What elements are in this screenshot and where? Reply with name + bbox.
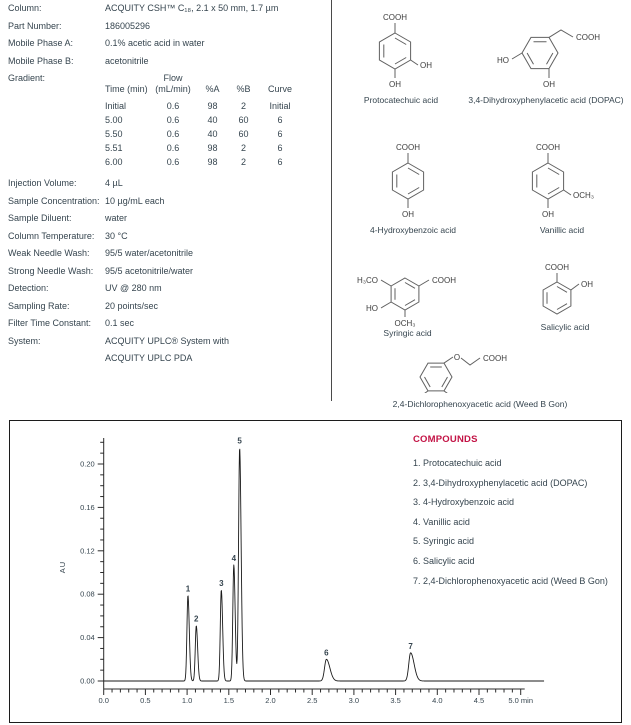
atom-label: OH	[542, 210, 554, 219]
peak-label-1: 1	[185, 584, 191, 594]
method-value: acetonitrile	[105, 55, 149, 66]
gradient-cell: 0.6	[166, 143, 180, 153]
method-label: Column Temperature:	[8, 230, 95, 241]
gradient-header: %A	[205, 84, 220, 94]
gradient-cell: 5.50	[105, 129, 123, 139]
method-row	[8, 56, 333, 74]
structure-caption: Vanillic acid	[539, 225, 585, 235]
gradient-row	[105, 115, 300, 129]
svg-text:0.12: 0.12	[80, 546, 95, 556]
method-label: Sample Concentration:	[8, 195, 100, 206]
legend-item-4: 4. Vanillic acid	[413, 516, 470, 527]
protocatechuic-acid-drawing	[345, 5, 457, 95]
vanillic-acid-drawing	[496, 135, 628, 225]
svg-text:1.5: 1.5	[223, 696, 235, 705]
method-row	[8, 213, 333, 231]
method-value: ACQUITY UPLC® System with	[105, 335, 229, 346]
method-label: Injection Volume:	[8, 178, 77, 188]
gradient-row	[105, 157, 300, 171]
gradient-cell: 2	[240, 157, 246, 167]
substituent-bonds	[381, 280, 429, 317]
gradient-cell: 6	[277, 157, 283, 167]
structure-caption: Protocatechuic acid	[363, 95, 439, 105]
gradient-cell: 60	[238, 115, 249, 125]
legend-item-2: 2. 3,4-Dihydroxyphenylacetic acid (DOPAC)	[413, 477, 588, 488]
atom-label: OCH₃	[394, 319, 416, 328]
svg-text:0.5: 0.5	[140, 696, 151, 705]
method-row	[8, 196, 333, 214]
method-label: Mobile Phase A:	[8, 38, 74, 48]
gradient-cell: 2	[240, 101, 246, 111]
atom-label: COOH	[545, 263, 569, 272]
method-label: Strong Needle Wash:	[8, 265, 94, 276]
double-bonds	[425, 367, 448, 387]
peak-label-2: 2	[194, 614, 199, 624]
method-row	[8, 3, 333, 21]
structure-salicylic-acid	[505, 258, 625, 332]
gradient-cell: 6	[277, 143, 283, 153]
structure-protocatechuic-acid	[345, 5, 457, 105]
atom-label: OCH₃	[573, 191, 595, 200]
structure-caption: Syringic acid	[383, 328, 432, 338]
method-value: 95/5 acetonitrile/water	[105, 265, 194, 276]
method-label: Sample Diluent:	[8, 213, 72, 223]
substituent-bonds	[548, 153, 571, 208]
structure-syringic-acid	[340, 262, 475, 338]
method-value: water	[105, 213, 128, 223]
gradient-cell: 6.00	[105, 157, 123, 167]
method-row	[8, 353, 333, 371]
svg-text:1.0: 1.0	[181, 696, 193, 705]
peak-label-5: 5	[237, 436, 242, 446]
gradient-section	[8, 73, 333, 178]
svg-text:2.5: 2.5	[306, 696, 318, 705]
structure-caption: 3,4-Dihydroxyphenylacetic acid (DOPAC)	[468, 95, 624, 105]
method-row	[8, 266, 333, 284]
atom-label: HO	[497, 56, 509, 65]
method-value: 20 points/sec	[105, 300, 159, 311]
gradient-header: Flow (mL/min)	[155, 73, 191, 94]
method-row	[8, 21, 333, 39]
atom-label: COOH	[396, 143, 420, 152]
method-label: Weak Needle Wash:	[8, 248, 90, 258]
method-label: Part Number:	[8, 20, 62, 31]
method-value: 186005296	[105, 20, 151, 31]
atom-label: COOH	[576, 33, 600, 42]
gradient-header: Curve	[267, 84, 292, 94]
24d-drawing	[350, 345, 610, 393]
peak-label-3: 3	[219, 578, 224, 588]
method-conditions-panel	[8, 3, 333, 371]
method-value: 0.1% acetic acid in water	[105, 38, 205, 48]
compounds-legend	[413, 434, 623, 591]
atom-label: COOH	[536, 143, 560, 152]
gradient-cell: 98	[207, 143, 218, 153]
method-label: Column:	[8, 3, 42, 13]
gradient-cell: 5.00	[105, 115, 123, 125]
method-label: Filter Time Constant:	[8, 318, 92, 328]
gradient-cell: 60	[238, 129, 249, 139]
gradient-cell: 0.6	[166, 157, 180, 167]
gradient-cell: 0.6	[166, 115, 180, 125]
method-row	[8, 283, 333, 301]
atom-label: COOH	[432, 276, 456, 285]
gradient-cell: 0.6	[166, 129, 180, 139]
svg-text:3.0: 3.0	[348, 696, 360, 705]
legend-item-6: 6. Salicylic acid	[413, 555, 475, 566]
double-bonds	[537, 168, 559, 194]
atom-label: OH	[389, 80, 401, 89]
method-value: 95/5 water/acetonitrile	[105, 248, 194, 258]
dopac-drawing	[462, 5, 630, 95]
method-row	[8, 318, 333, 336]
structure-24d	[350, 345, 610, 409]
method-value: 30 °C	[105, 230, 128, 241]
method-label: System:	[8, 335, 41, 346]
method-row	[8, 231, 333, 249]
legend-item-3: 3. 4-Hydroxybenzoic acid	[413, 497, 515, 508]
structure-caption: 2,4-Dichlorophenoxyacetic acid (Weed B Gon)	[392, 399, 568, 409]
gradient-cell: Initial	[105, 101, 127, 111]
svg-text:0.0: 0.0	[98, 696, 109, 705]
method-label: Mobile Phase B:	[8, 55, 74, 66]
method-value: 0.1 sec	[105, 318, 135, 328]
substituent-bonds	[395, 23, 418, 78]
double-bonds	[527, 42, 553, 64]
svg-text:0.00: 0.00	[80, 676, 95, 686]
legend-item-1: 1. Protocatechuic acid	[413, 458, 502, 468]
structure-dopac	[462, 5, 630, 105]
atom-label: OH	[402, 210, 414, 219]
gradient-cell: 6	[277, 129, 283, 139]
double-bonds	[397, 168, 419, 194]
method-label: Sampling Rate:	[8, 300, 70, 311]
gradient-table	[105, 73, 300, 171]
svg-text:0.08: 0.08	[80, 589, 95, 599]
atom-label: O	[453, 353, 461, 362]
svg-text:5.0 min: 5.0 min	[508, 696, 534, 705]
vertical-divider	[331, 0, 332, 401]
double-bonds	[384, 38, 406, 64]
gradient-header-row	[105, 73, 300, 101]
atom-label: HO	[366, 304, 378, 313]
gradient-cell: 0.6	[166, 101, 180, 111]
peak-labels	[186, 437, 414, 658]
gradient-cell: Initial	[269, 101, 291, 111]
method-value: ACQUITY CSH™ C₁₈, 2.1 x 50 mm, 1.7 µm	[105, 3, 279, 13]
method-value: UV @ 280 nm	[105, 283, 162, 293]
structure-caption: Salicylic acid	[540, 322, 590, 332]
method-label: Gradient:	[8, 73, 46, 83]
svg-text:3.5: 3.5	[390, 696, 401, 705]
compounds-legend-title: COMPOUNDS	[413, 434, 478, 445]
structure-4-hydroxybenzoic-acid	[350, 135, 476, 235]
gradient-row	[105, 129, 300, 143]
gradient-cell: 5.51	[105, 143, 123, 153]
gradient-cell: 98	[207, 157, 218, 167]
method-row	[8, 301, 333, 319]
double-bonds	[395, 283, 415, 306]
method-row	[8, 248, 333, 266]
method-value: 10 µg/mL each	[105, 195, 165, 206]
atom-label: OH	[543, 80, 555, 89]
gradient-cell: 40	[207, 129, 218, 139]
atom-label: H₃CO	[356, 276, 378, 285]
salicylic-acid-drawing	[505, 258, 625, 322]
svg-text:4.0: 4.0	[432, 696, 443, 705]
legend-item-7: 7. 2,4-Dichlorophenoxyacetic acid (Weed B Gon)	[413, 575, 608, 586]
method-row	[8, 336, 333, 354]
method-value: ACQUITY UPLC PDA	[105, 353, 193, 363]
atom-label: COOH	[483, 354, 507, 363]
4-hydroxybenzoic-acid-drawing	[350, 135, 476, 225]
gradient-cell: 98	[207, 101, 218, 111]
atom-label: COOH	[383, 13, 407, 22]
method-row	[8, 38, 333, 56]
gradient-cell: 6	[277, 115, 283, 125]
chromatogram-panel	[9, 420, 622, 723]
gradient-row	[105, 101, 300, 115]
svg-text:2.0: 2.0	[265, 696, 276, 705]
gradient-cell: 2	[240, 143, 246, 153]
svg-text:4.5: 4.5	[473, 696, 485, 705]
structure-caption: 4-Hydroxybenzoic acid	[370, 225, 456, 235]
substituent-bonds	[557, 273, 579, 290]
gradient-row	[105, 143, 300, 157]
syringic-acid-drawing	[340, 262, 475, 328]
svg-text:0.16: 0.16	[80, 502, 95, 512]
svg-text:0.04: 0.04	[80, 633, 95, 643]
legend-item-5: 5. Syringic acid	[413, 536, 475, 547]
gradient-header: %B	[236, 84, 251, 94]
gradient-header: Time (min)	[105, 84, 148, 94]
gradient-cell: 40	[207, 115, 218, 125]
peak-label-7: 7	[408, 641, 413, 651]
y-axis-label: AU	[58, 560, 67, 574]
atom-label: OH	[420, 61, 432, 70]
structure-vanillic-acid	[496, 135, 628, 235]
method-label: Detection:	[8, 283, 49, 293]
peak-label-4: 4	[231, 553, 237, 563]
atom-label: OH	[581, 280, 593, 289]
method-value: 4 µL	[105, 178, 123, 188]
double-bonds	[547, 287, 567, 310]
svg-text:0.20: 0.20	[80, 459, 95, 469]
method-row	[8, 178, 333, 196]
peak-label-6: 6	[324, 648, 329, 658]
